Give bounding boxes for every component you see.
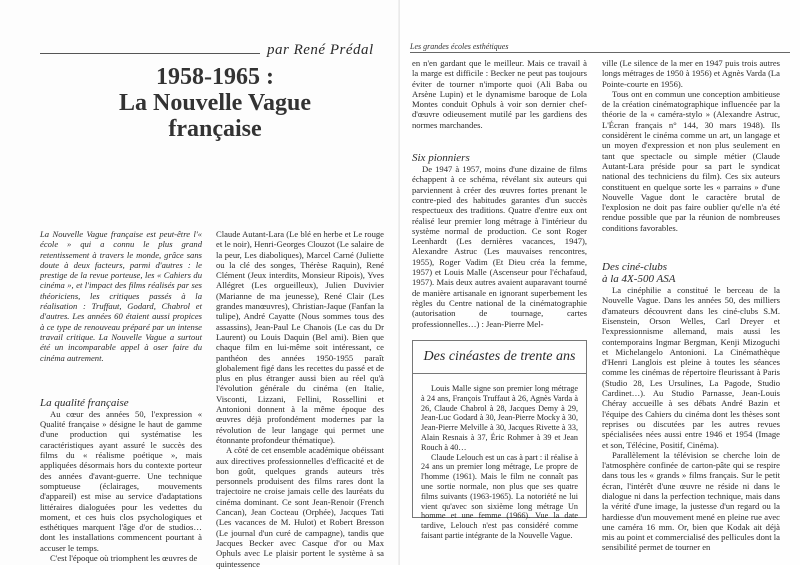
lead-paragraph: La Nouvelle Vague française est peut-être l'« école » qui a connu le plus grand retentissement à travers le monde, grâce sans doute à deux facteurs, parmi d'autres : le prestige de la revue porteuse, les « Cahiers du cinéma », et l'impact des films réalisés par ses théoriciens, les critiques passés à la réalisation : Truffaut, Godard, Chabrol et d'autres. Les années 60 étaient aussi propices à ce type de renouveau préparé par un intense travail critique. La Nouvelle Vague a surtout été un incomparable appel à oser faire du cinéma autrement. xyxy=(40,229,202,363)
paragraph: Parallèlement la télévision se cherche loin de l'atmosphère confinée de carton-pâte qui se respire dans tous les « grands » films français. Sur le petit écran, l'intérêt d'une œuvre ne réside ni dans le dialogue ni dans la perfection technique, mais dans la vérité d'une image, la justesse d'un regard ou la hardiesse d'un mouvement mené en pleine rue avec une caméra 16 mm. Or, bien que Kodak ait déjà mis au point et commercialisé des pellicules dont la sensibilité permet de tourner en xyxy=(602,449,780,553)
left-column-1 xyxy=(40,229,202,563)
running-head-rule xyxy=(410,52,790,53)
left-column-2 xyxy=(216,229,384,569)
paragraph: De 1947 à 1957, moins d'une dizaine de films échappent à ce schéma, révélant six auteurs qui parviennent à créer des œuvres fortes prenant le contre-pied des habitudes garantes d'un succès respectueux des traditions. Quatre d'entre eux ont réalisé leur premier long métrage à l'intérieur du système normal de production. Ce sont Roger Leenhardt (Les dernières vacances, 1947), Alexandre Astruc (Les mauvaises rencontres, 1955), Roger Vadim (Et Dieu créa la femme, 1957) et Louis Malle (Ascenseur pour l'échafaud, 1957). Mais deux autres avaient auparavant tourné de manière artisanale en ignorant superbement les règles du Centre national de la cinématographie (autorisation de tournage, cartes professionnelles…) : Jean-Pierre Mel- xyxy=(412,164,587,329)
right-column-1 xyxy=(412,58,587,329)
title-line-3: française xyxy=(168,116,262,142)
section-heading-six-pionniers: Six pionniers xyxy=(412,152,470,165)
paragraph: Claude Autant-Lara (Le blé en herbe et Le rouge et le noir), Henri-Georges Clouzot (Le salaire de la peur, Les diaboliques), Marcel Carné (Juliette ou la clé des songes, Thérèse Raquin), René Clément (Jeux interdits, Monsieur Ripois), Yves Allégret (Les orgueilleux), Julien Duvivier (Marianne de ma jeunesse), René Clair (Les grandes manœuvres), Christian-Jaque (Fanfan la tulipe), André Cayatte (Nous sommes tous des assassins), Jean-Paul Le Chanois (Le cas du Dr Laurent) ou Louis Daquin (Bel ami). Bien que chaque film en lui-même soit intéressant, ce panthéon des années 1950-1955 paraît globalement figé dans les recettes du passé et de plus en plus étranger aussi bien au réel qu'à l'évolution générale du cinéma (en Italie, Visconti, Lizzani, Fellini, Rossellini et Antonioni donnent à la même époque des œuvres déjà profondément modernes par la révolution de leur langage qui permet une étonnante profondeur thématique). xyxy=(216,229,384,445)
section-heading-cine-clubs-2: à la 4X-500 ASA xyxy=(602,273,676,286)
section-heading-cine-clubs-1: Des ciné-clubs xyxy=(602,261,668,274)
paragraph: Au cœur des années 50, l'expression « Qualité française » désigne le haut de gamme d'une production qui systématise les caractéristiques ayant assuré le succès des films du « réalisme poétique », mais appliquées désormais hors du contexte porteur des années d'avant-guerre. Une technique somptueuse (éclairages, mouvements d'appareil) est mise au service d'adaptations littéraires dialoguées pour les vedettes du moment, et ces huis clos psychologiques et esthétiques marquent l'âge d'or de studios… dont les installations commencent pourtant à accuser le temps. xyxy=(40,408,202,553)
paragraph: Tous ont en commun une conception ambitieuse de la création cinématographique influencée par la théorie de la « caméra-stylo » (Alexandre Astruc, L'Écran français n° 144, 30 mars 1948). Ils considèrent le cinéma comme un art, un langage et un moyen d'expression et non plus seulement en tant que spectacle ou simple métier (Claude Autant-Lara préside pour sa part le syndicat national des techniciens du film). Ces six auteurs constituent en quelque sorte les « parrains » d'une Nouvelle Vague dont le caractère brutal de l'explosion ne doit pas faire oublier qu'elle n'a été rendue possible que par la réunion de nombreuses conditions favorables. xyxy=(602,88,780,233)
paragraph: C'est l'époque où triomphent les œuvres de xyxy=(50,553,198,564)
box-title: Des cinéastes de trente ans xyxy=(413,341,586,374)
box-body xyxy=(421,384,578,541)
title-line-2: La Nouvelle Vague xyxy=(118,90,312,116)
paragraph: en n'en gardant que le meilleur. Mais ce travail à la marge est difficile : Becker ne peut pas toujours éviter de tourner n'importe quoi (Ali Baba ou Arsène Lupin) et le dynamisme baroque de Lola Montes conduit Ophuls à voir son dernier chef-d'œuvre odieusement mutilé par les gardiens des normes marchandes. xyxy=(412,58,587,130)
section-heading-qualite: La qualité française xyxy=(40,396,129,409)
right-column-2 xyxy=(602,58,780,553)
paragraph: Claude Lelouch est un cas à part : il réalise à 24 ans un premier long métrage, Le propre de l'homme (1961). Mais le film ne connaît pas une sortie normale, non plus que ses quatre films suivants (1963-1965). La notoriété ne lui vient qu'avec son sixième long métrage Un homme et une femme (1966). Vue la date tardive, Lelouch n'est pas considéré comme faisant partie intégrante de la Nouvelle Vague. xyxy=(421,452,578,540)
paragraph: ville (Le silence de la mer en 1947 puis trois autres longs métrages de 1950 à 1956) et Agnès Varda (La Pointe-courte en 1956). xyxy=(602,58,780,89)
paragraph: La cinéphilie a constitué le berceau de la Nouvelle Vague. Dans les années 50, des milliers d'amateurs découvrent dans les ciné-clubs S.M. Eisenstein, Orson Welles, Carl Dreyer et l'expressionnisme allemand, mais aussi les contemporains Ingmar Bergman, Kenji Mizoguchi et Michelangelo Antonioni. La Cinémathèque d'Henri Langlois est pleine à toutes les séances comme les cinémas de répertoire fleurissant à Paris (Studio 28, Les Ursulines, La Pagode, Studio Cardinet…). Au Studio Parnasse, Jean-Louis Chéray accueille à ses débats André Bazin et l'équipe des Cahiers du cinéma dont les thèses sont reprises ou discutées par les autres revues spécialisées nées aussi entre 1946 et 1954 (Image et son, Télécine, Positif, Cinéma). xyxy=(602,285,780,450)
article-title xyxy=(100,64,330,142)
sidebar-box xyxy=(412,340,587,540)
byline: par René Prédal xyxy=(267,42,374,58)
paragraph: Louis Malle signe son premier long métrage à 24 ans, François Truffaut à 26, Agnès Varda à 26, Claude Chabrol à 28, Jacques Demy à 29, Jean-Luc Godard à 30, Jean-Pierre Mocky à 30, Jean-Pierre Melville à 30, Jacques Rivette à 33, Alain Resnais à 37, Éric Rohmer à 39 et Jean Rouch à 40… xyxy=(421,384,578,452)
title-line-1: 1958-1965 : xyxy=(156,64,274,90)
byline-rule xyxy=(40,53,260,54)
paragraph: A côté de cet ensemble académique obéissant aux directives professionnelles d'efficacité et de bon goût, quelques grands auteurs très personnels produisent des films rares dont la trajectoire ne croise jamais celle des lauréats du cinéma dominant. Ce sont Jean-Renoir (French Cancan), Jean Cocteau (Orphée), Jacques Tati (Les vacances de M. Hulot) et Robert Bresson (Le journal d'un curé de campagne), tandis que Jacques Becker avec Casque d'or ou Max Ophuls avec Le plaisir portent le système à sa quintessence xyxy=(216,445,384,569)
running-head: Les grandes écoles esthétiques xyxy=(410,42,509,51)
